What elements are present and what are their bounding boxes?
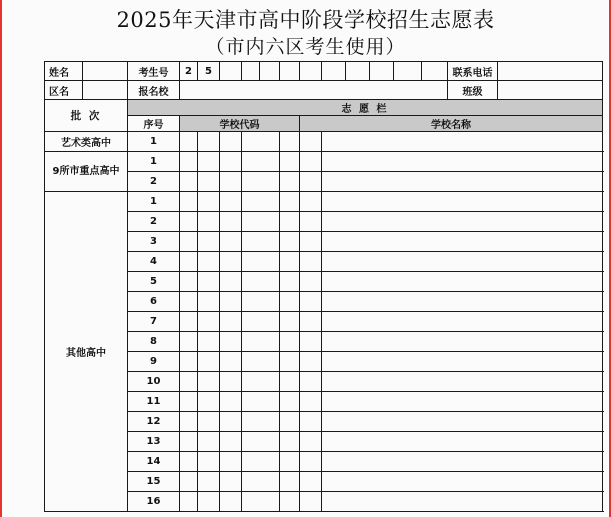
info-row-district bbox=[45, 81, 603, 100]
school-code-digit[interactable] bbox=[198, 372, 220, 392]
school-name-field[interactable] bbox=[322, 312, 603, 332]
school-code-digit[interactable] bbox=[300, 212, 322, 232]
school-code-digit[interactable] bbox=[242, 492, 280, 512]
school-name-field[interactable] bbox=[322, 132, 603, 152]
school-name-field[interactable] bbox=[322, 332, 603, 352]
school-code-digit[interactable] bbox=[198, 332, 220, 352]
school-code-digit[interactable] bbox=[242, 392, 280, 412]
school-code-digit[interactable] bbox=[300, 132, 322, 152]
school-code-digit[interactable] bbox=[180, 392, 198, 412]
school-code-digit[interactable] bbox=[280, 192, 300, 212]
volunteer-row bbox=[45, 292, 603, 312]
school-code-digit[interactable] bbox=[242, 292, 280, 312]
school-code-digit[interactable] bbox=[198, 212, 220, 232]
school-code-digit[interactable] bbox=[300, 372, 322, 392]
school-code-digit[interactable] bbox=[198, 232, 220, 252]
seq-number: 10 bbox=[128, 372, 180, 392]
school-code-digit[interactable] bbox=[242, 192, 280, 212]
school-code-digit[interactable] bbox=[242, 412, 280, 432]
school-name-field[interactable] bbox=[322, 472, 603, 492]
school-code-digit[interactable] bbox=[300, 332, 322, 352]
school-code-digit[interactable] bbox=[180, 452, 198, 472]
school-code-digit[interactable] bbox=[220, 332, 242, 352]
exam-no-digit[interactable] bbox=[242, 62, 260, 81]
school-code-digit[interactable] bbox=[280, 272, 300, 292]
school-code-digit[interactable] bbox=[220, 392, 242, 412]
volunteer-row bbox=[45, 252, 603, 272]
school-name-field[interactable] bbox=[322, 232, 603, 252]
school-code-digit[interactable] bbox=[242, 432, 280, 452]
school-code-digit[interactable] bbox=[220, 352, 242, 372]
exam-no-digit[interactable]: 5 bbox=[198, 62, 220, 81]
batch-label-key9: 9所市重点高中 bbox=[45, 152, 128, 192]
school-code-digit[interactable] bbox=[300, 272, 322, 292]
school-code-digit[interactable] bbox=[300, 152, 322, 172]
school-code-digit[interactable] bbox=[180, 232, 198, 252]
school-code-digit[interactable] bbox=[242, 272, 280, 292]
school-code-digit[interactable] bbox=[198, 492, 220, 512]
school-code-digit[interactable] bbox=[220, 492, 242, 512]
school-code-digit[interactable] bbox=[220, 212, 242, 232]
school-code-digit[interactable] bbox=[220, 152, 242, 172]
school-code-digit[interactable] bbox=[280, 152, 300, 172]
school-code-digit[interactable] bbox=[300, 312, 322, 332]
district-field[interactable] bbox=[83, 81, 128, 100]
seq-number: 7 bbox=[128, 312, 180, 332]
volunteer-row bbox=[45, 492, 603, 512]
school-code-digit[interactable] bbox=[220, 232, 242, 252]
school-code-digit[interactable] bbox=[180, 272, 198, 292]
school-code-digit[interactable] bbox=[198, 452, 220, 472]
exam-no-digit[interactable]: 2 bbox=[180, 62, 198, 81]
header-row-columns bbox=[45, 116, 603, 132]
school-code-header: 学校代码 bbox=[180, 116, 300, 132]
name-field[interactable] bbox=[83, 62, 128, 81]
volunteer-row bbox=[45, 132, 603, 152]
volunteer-bar: 志 愿 栏 bbox=[128, 100, 603, 116]
school-code-digit[interactable] bbox=[280, 412, 300, 432]
school-name-field[interactable] bbox=[322, 292, 603, 312]
seq-number: 16 bbox=[128, 492, 180, 512]
school-code-digit[interactable] bbox=[180, 252, 198, 272]
school-code-digit[interactable] bbox=[198, 352, 220, 372]
school-code-digit[interactable] bbox=[220, 172, 242, 192]
volunteer-row bbox=[45, 192, 603, 212]
school-code-digit[interactable] bbox=[300, 472, 322, 492]
school-code-digit[interactable] bbox=[300, 432, 322, 452]
school-name-field[interactable] bbox=[322, 392, 603, 412]
school-code-digit[interactable] bbox=[180, 172, 198, 192]
school-code-digit[interactable] bbox=[280, 472, 300, 492]
school-code-digit[interactable] bbox=[280, 452, 300, 472]
volunteer-row bbox=[45, 152, 603, 172]
school-code-digit[interactable] bbox=[242, 312, 280, 332]
volunteer-row bbox=[45, 452, 603, 472]
school-code-digit[interactable] bbox=[220, 252, 242, 272]
school-code-digit[interactable] bbox=[198, 472, 220, 492]
school-code-digit[interactable] bbox=[220, 472, 242, 492]
seq-number: 2 bbox=[128, 172, 180, 192]
seq-number: 1 bbox=[128, 192, 180, 212]
seq-number: 14 bbox=[128, 452, 180, 472]
school-code-digit[interactable] bbox=[180, 152, 198, 172]
school-code-digit[interactable] bbox=[180, 432, 198, 452]
seq-number: 8 bbox=[128, 332, 180, 352]
form-title: 2025年天津市高中阶段学校招生志愿表 bbox=[116, 8, 495, 32]
school-code-digit[interactable] bbox=[180, 212, 198, 232]
school-code-digit[interactable] bbox=[300, 192, 322, 212]
school-code-digit[interactable] bbox=[300, 252, 322, 272]
form-subtitle: （市内六区考生使用） bbox=[205, 36, 406, 58]
exam-no-digit[interactable] bbox=[346, 62, 370, 81]
school-code-digit[interactable] bbox=[198, 252, 220, 272]
seq-number: 9 bbox=[128, 352, 180, 372]
school-code-digit[interactable] bbox=[198, 392, 220, 412]
school-code-digit[interactable] bbox=[180, 372, 198, 392]
school-name-field[interactable] bbox=[322, 372, 603, 392]
volunteer-row bbox=[45, 372, 603, 392]
volunteer-row bbox=[45, 272, 603, 292]
school-name-field[interactable] bbox=[322, 452, 603, 472]
school-code-digit[interactable] bbox=[242, 132, 280, 152]
school-code-digit[interactable] bbox=[280, 212, 300, 232]
volunteer-row bbox=[45, 312, 603, 332]
school-name-field[interactable] bbox=[322, 352, 603, 372]
seq-number: 1 bbox=[128, 152, 180, 172]
exam-no-digit[interactable] bbox=[280, 62, 300, 81]
school-code-digit[interactable] bbox=[198, 312, 220, 332]
school-code-digit[interactable] bbox=[180, 132, 198, 152]
school-code-digit[interactable] bbox=[280, 372, 300, 392]
seq-number: 5 bbox=[128, 272, 180, 292]
batch-header: 批 次 bbox=[45, 100, 128, 132]
info-row-name bbox=[45, 62, 603, 81]
phone-field[interactable] bbox=[498, 62, 603, 81]
school-code-digit[interactable] bbox=[242, 252, 280, 272]
school-code-digit[interactable] bbox=[220, 412, 242, 432]
batch-label-art: 艺术类高中 bbox=[45, 132, 128, 152]
school-code-digit[interactable] bbox=[280, 392, 300, 412]
school-name-field[interactable] bbox=[322, 412, 603, 432]
school-code-digit[interactable] bbox=[198, 292, 220, 312]
seq-number: 3 bbox=[128, 232, 180, 252]
school-code-digit[interactable] bbox=[280, 232, 300, 252]
volunteer-row bbox=[45, 412, 603, 432]
exam-no-digit[interactable] bbox=[394, 62, 422, 81]
school-label: 报名校 bbox=[128, 81, 180, 100]
school-code-digit[interactable] bbox=[198, 272, 220, 292]
school-code-digit[interactable] bbox=[180, 292, 198, 312]
school-code-digit[interactable] bbox=[242, 472, 280, 492]
school-code-digit[interactable] bbox=[280, 432, 300, 452]
school-code-digit[interactable] bbox=[242, 352, 280, 372]
school-name-field[interactable] bbox=[322, 212, 603, 232]
school-code-digit[interactable] bbox=[220, 192, 242, 212]
exam-no-digit[interactable] bbox=[370, 62, 394, 81]
school-code-digit[interactable] bbox=[198, 192, 220, 212]
school-code-digit[interactable] bbox=[280, 492, 300, 512]
class-label: 班级 bbox=[448, 81, 498, 100]
school-code-digit[interactable] bbox=[242, 232, 280, 252]
school-code-digit[interactable] bbox=[220, 372, 242, 392]
school-code-digit[interactable] bbox=[220, 132, 242, 152]
school-name-field[interactable] bbox=[322, 432, 603, 452]
school-code-digit[interactable] bbox=[180, 352, 198, 372]
seq-number: 15 bbox=[128, 472, 180, 492]
school-code-digit[interactable] bbox=[198, 152, 220, 172]
school-code-digit[interactable] bbox=[198, 132, 220, 152]
school-code-digit[interactable] bbox=[300, 172, 322, 192]
school-code-digit[interactable] bbox=[242, 332, 280, 352]
volunteer-row bbox=[45, 212, 603, 232]
school-code-digit[interactable] bbox=[220, 312, 242, 332]
exam-no-digit[interactable] bbox=[260, 62, 280, 81]
school-code-digit[interactable] bbox=[220, 292, 242, 312]
exam-no-digit[interactable] bbox=[422, 62, 448, 81]
seq-header: 序号 bbox=[128, 116, 180, 132]
volunteer-row bbox=[45, 472, 603, 492]
school-code-digit[interactable] bbox=[300, 492, 322, 512]
school-code-digit[interactable] bbox=[220, 432, 242, 452]
volunteer-row bbox=[45, 352, 603, 372]
school-code-digit[interactable] bbox=[300, 392, 322, 412]
school-name-field[interactable] bbox=[322, 492, 603, 512]
school-code-digit[interactable] bbox=[180, 412, 198, 432]
school-code-digit[interactable] bbox=[300, 412, 322, 432]
school-code-digit[interactable] bbox=[198, 432, 220, 452]
school-name-field[interactable] bbox=[322, 152, 603, 172]
application-form-table bbox=[44, 61, 603, 512]
volunteer-row bbox=[45, 432, 603, 452]
school-name-field[interactable] bbox=[322, 252, 603, 272]
class-field[interactable] bbox=[498, 81, 603, 100]
seq-number: 6 bbox=[128, 292, 180, 312]
school-code-digit[interactable] bbox=[180, 312, 198, 332]
school-code-digit[interactable] bbox=[280, 252, 300, 272]
school-code-digit[interactable] bbox=[280, 332, 300, 352]
exam-no-digit[interactable] bbox=[322, 62, 346, 81]
school-code-digit[interactable] bbox=[198, 172, 220, 192]
school-code-digit[interactable] bbox=[180, 492, 198, 512]
school-name-field[interactable] bbox=[322, 272, 603, 292]
school-code-digit[interactable] bbox=[220, 272, 242, 292]
school-code-digit[interactable] bbox=[280, 352, 300, 372]
school-code-digit[interactable] bbox=[242, 372, 280, 392]
district-label: 区名 bbox=[45, 81, 83, 100]
school-code-digit[interactable] bbox=[280, 172, 300, 192]
school-name-field[interactable] bbox=[322, 172, 603, 192]
school-code-digit[interactable] bbox=[300, 352, 322, 372]
seq-number: 4 bbox=[128, 252, 180, 272]
phone-label: 联系电话 bbox=[448, 62, 498, 81]
page-edge-left bbox=[0, 0, 2, 517]
school-code-digit[interactable] bbox=[198, 412, 220, 432]
school-code-digit[interactable] bbox=[242, 152, 280, 172]
school-name-field[interactable] bbox=[322, 192, 603, 212]
seq-number: 13 bbox=[128, 432, 180, 452]
school-code-digit[interactable] bbox=[242, 172, 280, 192]
volunteer-row bbox=[45, 392, 603, 412]
school-code-digit[interactable] bbox=[180, 472, 198, 492]
seq-number: 12 bbox=[128, 412, 180, 432]
school-code-digit[interactable] bbox=[242, 212, 280, 232]
school-code-digit[interactable] bbox=[280, 312, 300, 332]
seq-number: 2 bbox=[128, 212, 180, 232]
school-code-digit[interactable] bbox=[180, 332, 198, 352]
school-field[interactable] bbox=[180, 81, 448, 100]
volunteer-row bbox=[45, 232, 603, 252]
exam-no-label: 考生号 bbox=[128, 62, 180, 81]
school-code-digit[interactable] bbox=[220, 452, 242, 472]
school-code-digit[interactable] bbox=[242, 452, 280, 472]
school-code-digit[interactable] bbox=[300, 452, 322, 472]
school-code-digit[interactable] bbox=[280, 292, 300, 312]
volunteer-row bbox=[45, 172, 603, 192]
batch-label-other: 其他高中 bbox=[45, 192, 128, 512]
volunteer-row bbox=[45, 332, 603, 352]
exam-no-digit[interactable] bbox=[300, 62, 322, 81]
school-name-header: 学校名称 bbox=[300, 116, 603, 132]
exam-no-digit[interactable] bbox=[220, 62, 242, 81]
seq-number: 11 bbox=[128, 392, 180, 412]
seq-number: 1 bbox=[128, 132, 180, 152]
school-code-digit[interactable] bbox=[180, 192, 198, 212]
school-code-digit[interactable] bbox=[300, 292, 322, 312]
school-code-digit[interactable] bbox=[280, 132, 300, 152]
header-row-volunteer bbox=[45, 100, 603, 116]
school-code-digit[interactable] bbox=[300, 232, 322, 252]
name-label: 姓名 bbox=[45, 62, 83, 81]
